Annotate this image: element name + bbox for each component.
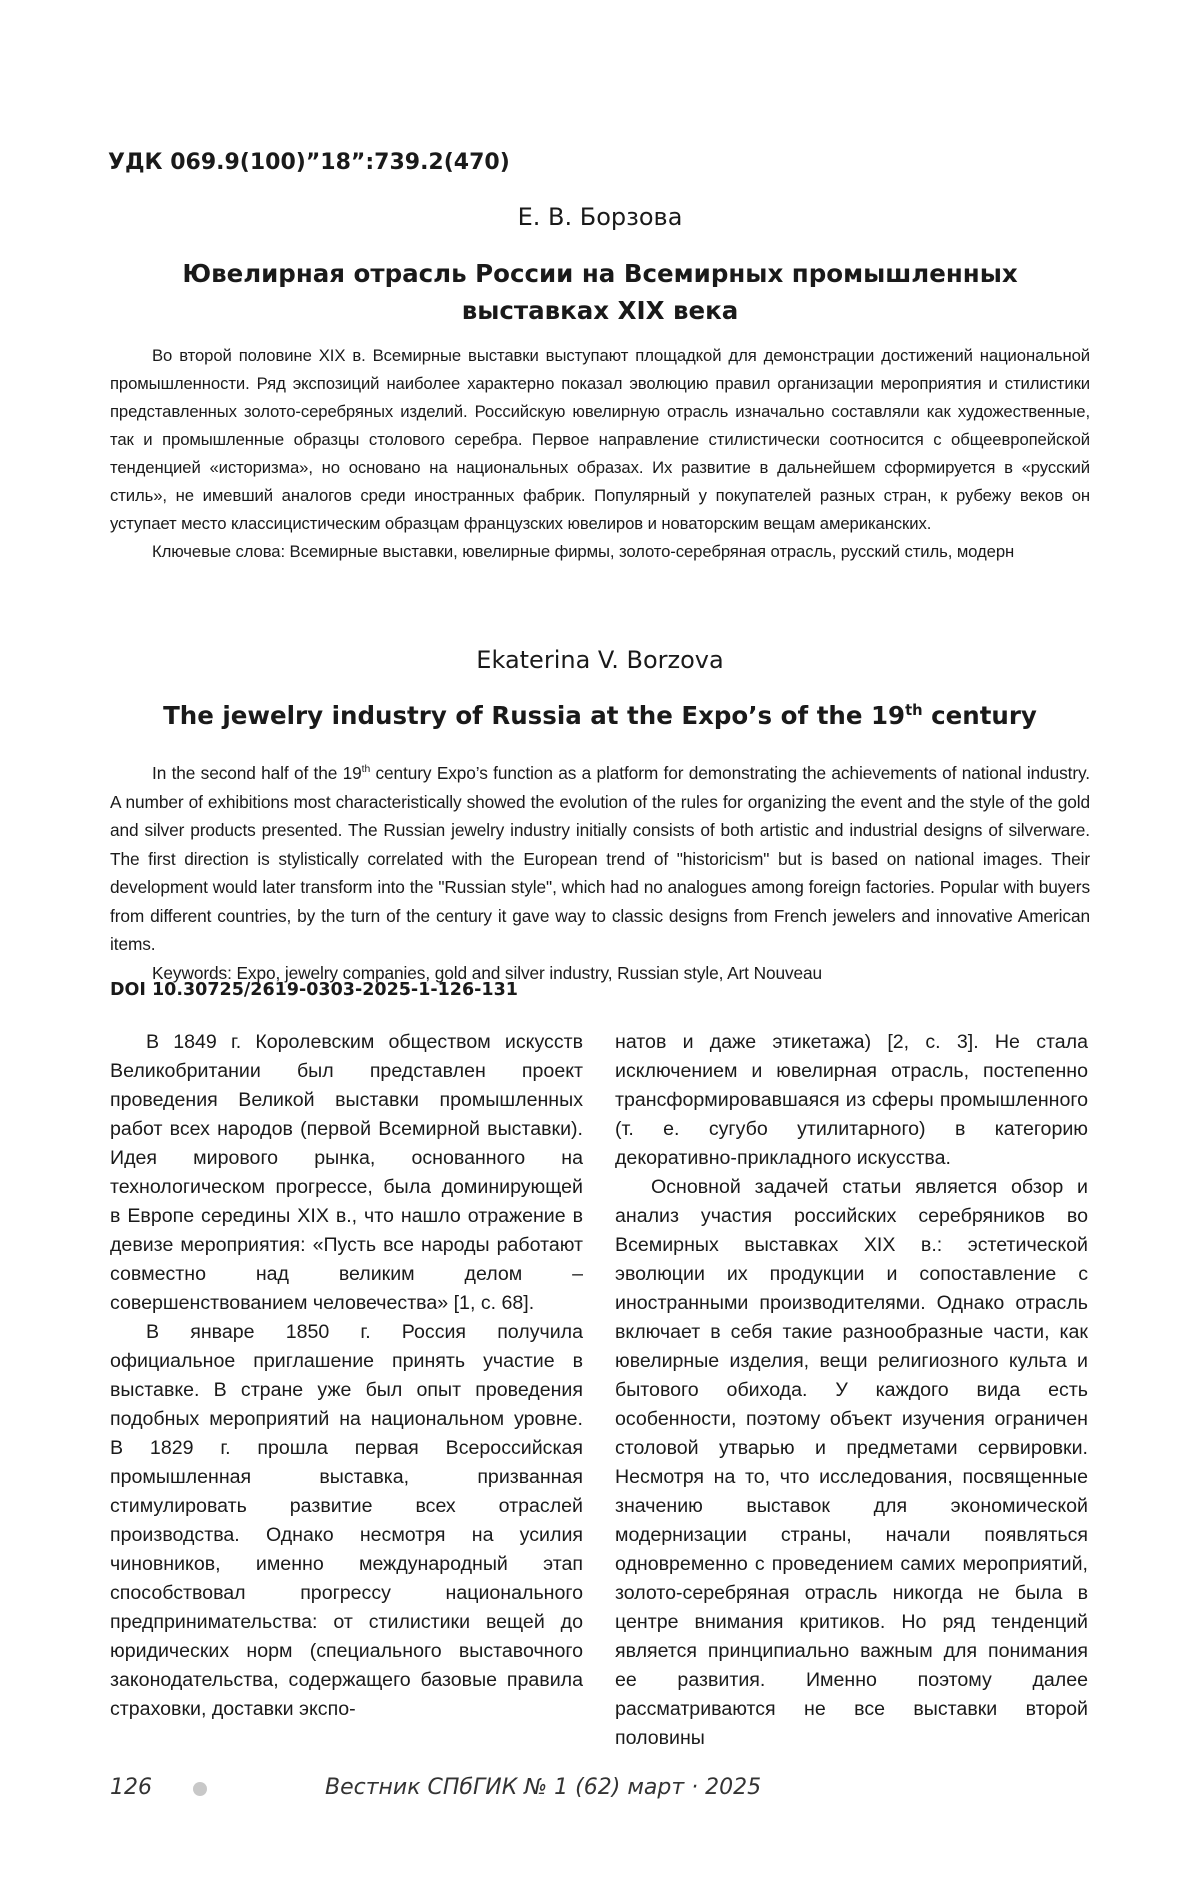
title-en-sup: th: [905, 701, 923, 719]
title-ru-line1: Ювелирная отрасль России на Всемирных промышленных: [182, 259, 1018, 288]
abstract-en-rest: century Expo’s function as a platform for demonstrating the achievements of national industry. A number of exhibitions most characteristically showed the evolution of the rules for organizing the event and the style of the gold and silver products presented. The Russian jewelry industry initially consists of both artistic and industrial designs of silverware. The first direction is stylistically correlated with the European trend of "historicism" but is based on national images. Their development would later transform into the "Russian style", which had no analogues among foreign factories. Popular with buyers from different countries, by the turn of the century it gave way to classic designs from French jewelers and innovative American items.: [110, 763, 1090, 954]
body-paragraph: натов и даже этикетажа) [2, с. 3]. Не стала исключением и ювелирная отрасль, постепенно трансформировавшаяся из сферы промышленного (т. е. сугубо утилитарного) в категорию декоративно-прикладного искусства.: [615, 1031, 1088, 1169]
page-number: 126: [110, 1775, 152, 1800]
body-paragraph: В январе 1850 г. Россия получила официальное приглашение принять участие в выставке. В стране уже был опыт проведения подобных мероприятий на национальном уровне. В 1829 г. прошла первая Всероссийская промышленная выставка, призванная стимулировать развитие всех отраслей производства. Однако несмотря на усилия чиновников, именно международный этап способствовал прогрессу национального предпринимательства: от стилистики вещей до юридических норм (специального выставочного законодательства, содержащего базовые правила страховки, доставки экспо-: [110, 1321, 583, 1720]
title-ru-line2: выставках XIX века: [461, 296, 739, 325]
title-en-main: The jewelry industry of Russia at the Expo’s of the 19: [163, 701, 906, 730]
title-ru: [150, 255, 1050, 329]
abstract-en-start: In the second half of the 19: [152, 763, 362, 783]
title-en-end: century: [922, 701, 1037, 730]
journal-name: Вестник СПбГИК № 1 (62) март · 2025: [325, 1775, 762, 1800]
author-en: Ekaterina V. Borzova: [476, 646, 724, 674]
abstract-en: [110, 759, 1090, 987]
keywords-en: Keywords: Expo, jewelry companies, gold and silver industry, Russian style, Art Nouveau: [152, 962, 823, 983]
author-ru: Е. В. Борзова: [517, 203, 683, 231]
footer-dot-icon: [193, 1782, 207, 1796]
udk-code: УДК 069.9(100)”18”:739.2(470): [108, 150, 510, 175]
body-paragraph: Основной задачей статьи является обзор и анализ участия российских серебряников во Всемирных выставках XIX в.: эстетической эволюции их продукции и сопоставление с иностранными производителями. Однако отрасль включает в себя такие разнообразные части, как ювелирные изделия, вещи религиозного культа и бытового обихода. У каждого вида есть особенности, поэтому объект изучения ограничен столовой утварью и предметами сервировки. Несмотря на то, что исследования, посвященные значению выставок для экономической модернизации страны, начали появляться одновременно с проведением самих мероприятий, золото-серебряная отрасль никогда не была в центре внимания критиков. Но ряд тенденций является принципиально важным для понимания ее развития. Именно поэтому далее рассматриваются не все выставки второй половины: [615, 1176, 1088, 1749]
abstract-ru-text: Во второй половине XIX в. Всемирные выставки выступают площадкой для демонстрации достижений национальной промышленности. Ряд экспозиций наиболее характерно показал эволюцию правил организации мероприятия и стилистики представленных золото-серебряных изделий. Российскую ювелирную отрасль изначально составляли как художественные, так и промышленные образцы столового серебра. Первое направление стилистически соотносится с общеевропейской тенденцией «историзма», но основано на национальных образах. Их развитие в дальнейшем сформируется в «русский стиль», не имевший аналогов среди иностранных фабрик. Популярный у покупателей разных стран, к рубежу веков он уступает место классицистическим образцам французских ювелиров и новаторским вещам американских.: [110, 346, 1090, 533]
title-en: [100, 697, 1100, 734]
abstract-ru: [110, 342, 1090, 566]
body-column-left: [110, 1028, 583, 1724]
body-column-right: [615, 1028, 1088, 1753]
keywords-ru: Ключевые слова: Всемирные выставки, ювелирные фирмы, золото-серебряная отрасль, русский стиль, модерн: [152, 542, 1015, 561]
abstract-en-sup: th: [361, 764, 371, 776]
doi: DOI 10.30725/2619-0303-2025-1-126-131: [110, 980, 518, 1000]
body-paragraph: В 1849 г. Королевским обществом искусств Великобритании был представлен проект проведения Великой выставки промышленных работ всех народов (первой Всемирной выставки). Идея мирового рынка, основанного на технологическом прогрессе, была доминирующей в Европе середины XIX в., что нашло отражение в девизе мероприятия: «Пусть все народы работают совместно над великим делом – совершенствованием человечества» [1, с. 68].: [110, 1031, 583, 1314]
abstract-en-text: [110, 759, 1090, 959]
